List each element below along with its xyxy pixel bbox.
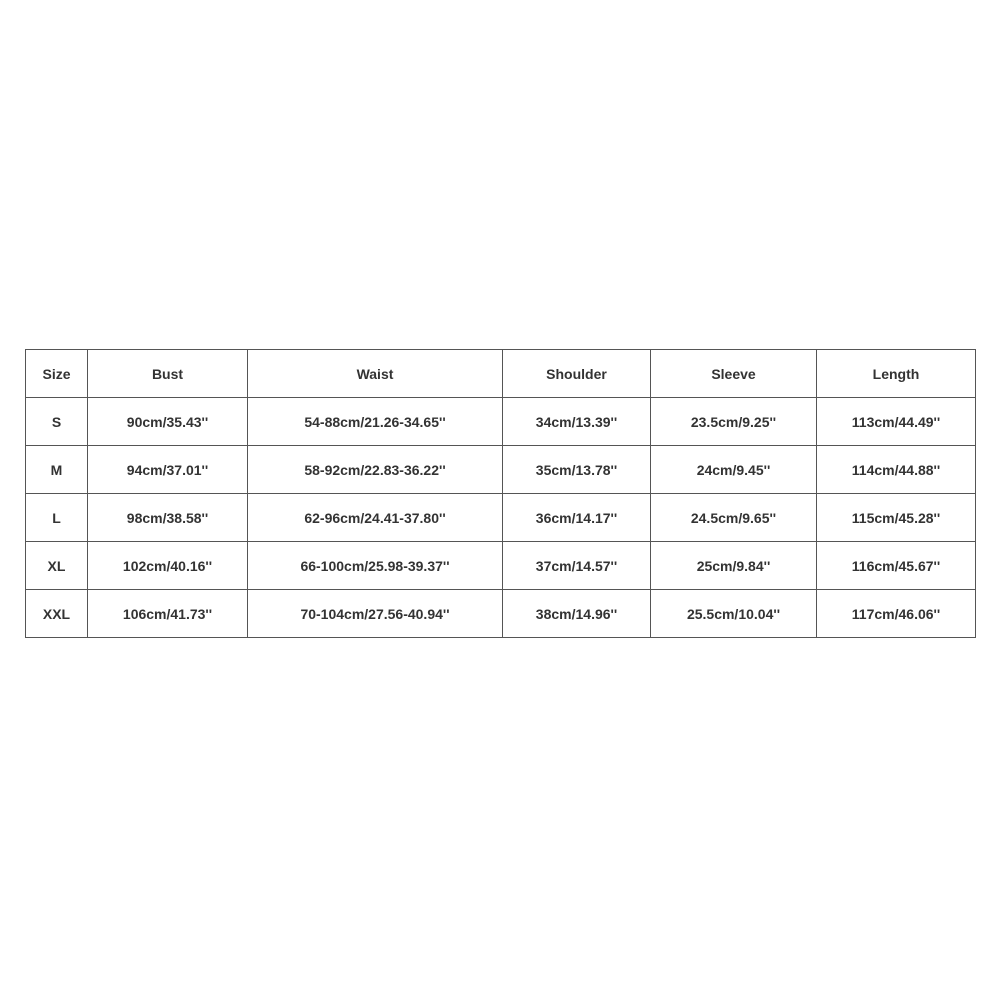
cell-shoulder: 37cm/14.57'' <box>503 542 651 590</box>
cell-length: 115cm/45.28'' <box>817 494 976 542</box>
cell-sleeve: 24.5cm/9.65'' <box>651 494 817 542</box>
cell-waist: 70-104cm/27.56-40.94'' <box>248 590 503 638</box>
cell-shoulder: 34cm/13.39'' <box>503 398 651 446</box>
cell-size: M <box>26 446 88 494</box>
table-row <box>26 494 976 542</box>
cell-sleeve: 25.5cm/10.04'' <box>651 590 817 638</box>
cell-size: S <box>26 398 88 446</box>
header-row <box>26 350 976 398</box>
size-chart-table <box>25 349 976 638</box>
table-row <box>26 590 976 638</box>
header-shoulder: Shoulder <box>503 350 651 398</box>
cell-length: 116cm/45.67'' <box>817 542 976 590</box>
cell-bust: 106cm/41.73'' <box>88 590 248 638</box>
cell-sleeve: 23.5cm/9.25'' <box>651 398 817 446</box>
cell-shoulder: 35cm/13.78'' <box>503 446 651 494</box>
cell-length: 114cm/44.88'' <box>817 446 976 494</box>
cell-bust: 90cm/35.43'' <box>88 398 248 446</box>
cell-waist: 66-100cm/25.98-39.37'' <box>248 542 503 590</box>
cell-waist: 54-88cm/21.26-34.65'' <box>248 398 503 446</box>
cell-length: 117cm/46.06'' <box>817 590 976 638</box>
cell-size: XXL <box>26 590 88 638</box>
header-size: Size <box>26 350 88 398</box>
cell-bust: 94cm/37.01'' <box>88 446 248 494</box>
header-waist: Waist <box>248 350 503 398</box>
table-row <box>26 398 976 446</box>
table-row <box>26 542 976 590</box>
header-sleeve: Sleeve <box>651 350 817 398</box>
cell-length: 113cm/44.49'' <box>817 398 976 446</box>
cell-size: L <box>26 494 88 542</box>
header-bust: Bust <box>88 350 248 398</box>
cell-shoulder: 36cm/14.17'' <box>503 494 651 542</box>
cell-bust: 98cm/38.58'' <box>88 494 248 542</box>
cell-size: XL <box>26 542 88 590</box>
cell-waist: 58-92cm/22.83-36.22'' <box>248 446 503 494</box>
cell-waist: 62-96cm/24.41-37.80'' <box>248 494 503 542</box>
table-row <box>26 446 976 494</box>
cell-sleeve: 24cm/9.45'' <box>651 446 817 494</box>
cell-shoulder: 38cm/14.96'' <box>503 590 651 638</box>
header-length: Length <box>817 350 976 398</box>
cell-bust: 102cm/40.16'' <box>88 542 248 590</box>
cell-sleeve: 25cm/9.84'' <box>651 542 817 590</box>
